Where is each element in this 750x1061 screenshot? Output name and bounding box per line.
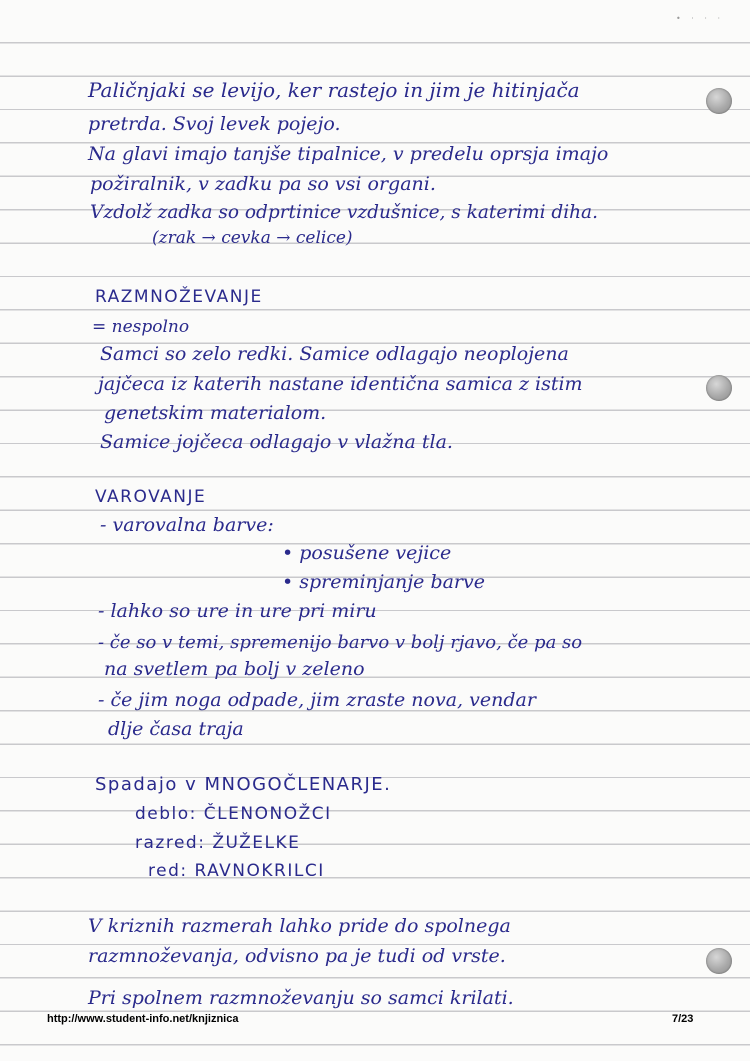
text-line: = nespolno bbox=[92, 317, 190, 337]
classification-class: razred: ŽUŽELKE bbox=[135, 833, 301, 853]
section-heading-classification: Spadajo v MNOGOČLENARJE. bbox=[95, 774, 392, 795]
text-line: V kriznih razmerah lahko pride do spolnega bbox=[88, 915, 511, 937]
text-line: pretrda. Svoj levek pojejo. bbox=[88, 113, 341, 135]
footer-url[interactable]: http://www.student-info.net/knjiznica bbox=[47, 1013, 239, 1025]
text-line: - lahko so ure in ure pri miru bbox=[98, 600, 377, 622]
classification-phylum: deblo: ČLENONOŽCI bbox=[135, 804, 332, 824]
section-heading-reproduction: RAZMNOŽEVANJE bbox=[95, 287, 263, 307]
text-line: Samci so zelo redki. Samice odlagajo neoplojena bbox=[100, 343, 569, 365]
text-line: - varovalna barve: bbox=[100, 514, 274, 536]
text-line: Vzdolž zadka so odprtinice vzdušnice, s katerimi diha. bbox=[90, 202, 598, 223]
classification-order: red: RAVNOKRILCI bbox=[148, 861, 325, 881]
text-line: požiralnik, v zadku pa so vsi organi. bbox=[90, 173, 436, 195]
text-line: Na glavi imajo tanjše tipalnice, v predelu oprsja imajo bbox=[88, 143, 609, 165]
text-line: jajčeca iz katerih nastane identična samica z istim bbox=[98, 373, 583, 395]
text-line: genetskim materialom. bbox=[104, 402, 327, 424]
text-line: razmnoževanja, odvisno pa je tudi od vrste. bbox=[88, 945, 506, 967]
text-line: - če jim noga odpade, jim zraste nova, vendar bbox=[98, 689, 536, 711]
text-line: (zrak → cevka → celice) bbox=[152, 228, 353, 248]
text-line: na svetlem pa bolj v zeleno bbox=[104, 658, 365, 680]
text-line: - če so v temi, spremenijo barvo v bolj rjavo, če pa so bbox=[98, 632, 583, 653]
list-item: • posušene vejice bbox=[282, 542, 452, 564]
list-item: • spreminjanje barve bbox=[282, 571, 485, 593]
text-line: Pri spolnem razmnoževanju so samci krilati. bbox=[88, 987, 514, 1009]
page-number: 7/23 bbox=[672, 1013, 694, 1025]
section-heading-protection: VAROVANJE bbox=[95, 487, 207, 507]
page-corner-marks: • · · · bbox=[676, 14, 724, 23]
text-line: Samice jojčeca odlagajo v vlažna tla. bbox=[100, 431, 453, 453]
text-line: dlje časa traja bbox=[108, 718, 244, 740]
text-line: Paličnjaki se levijo, ker rastejo in jim je hitinjača bbox=[88, 78, 580, 102]
